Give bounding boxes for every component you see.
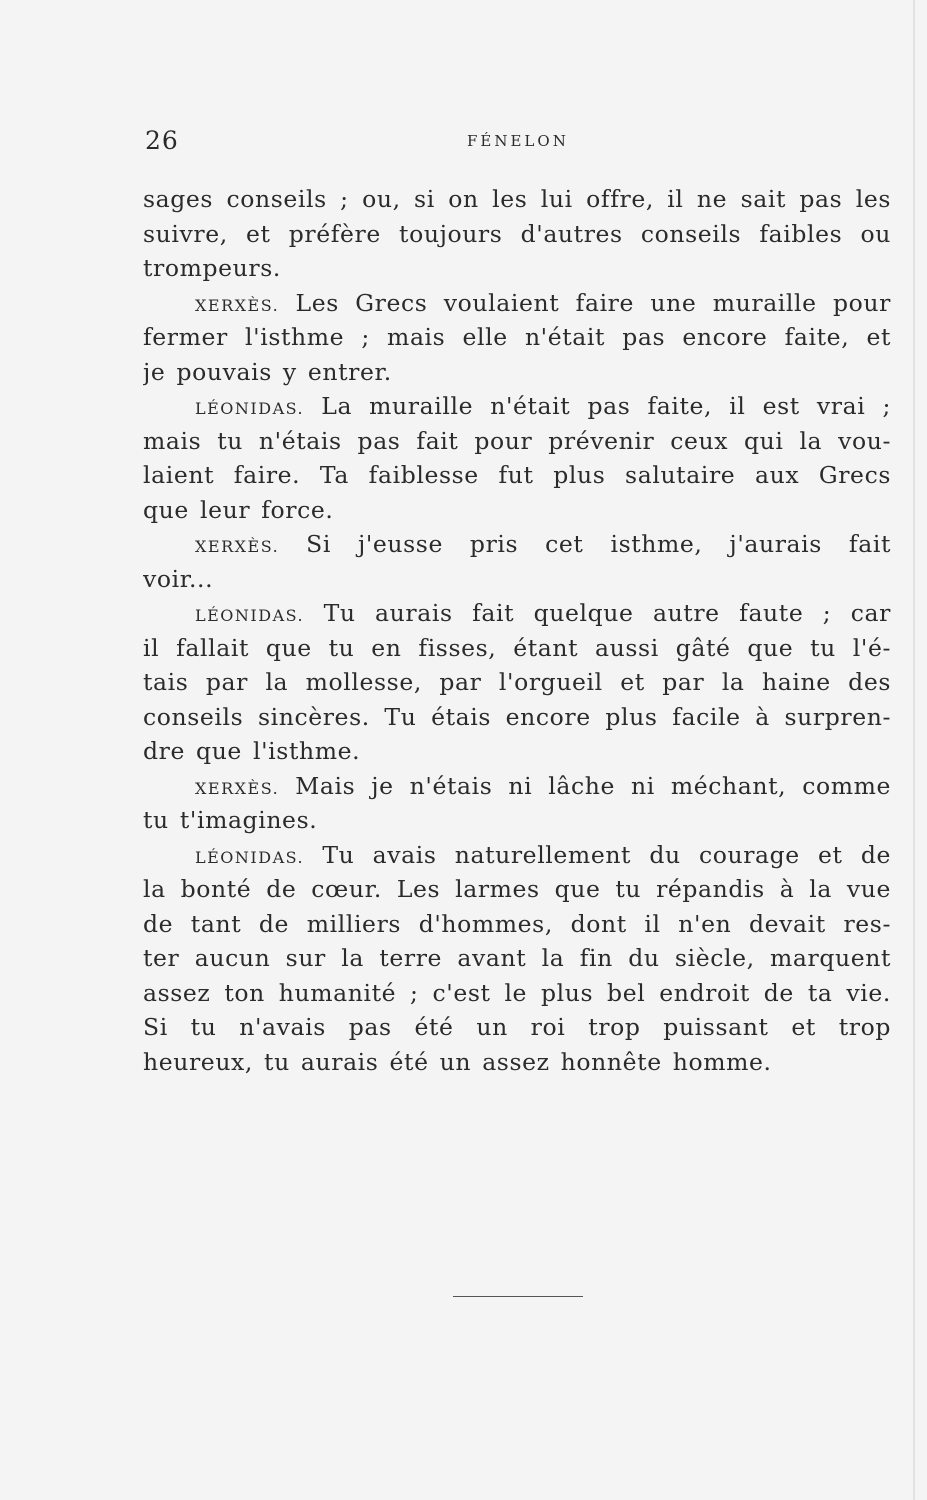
line-text: ter aucun sur la terre avant la fin du siècle, marquent — [143, 944, 891, 972]
speaker-name: LÉONIDAS. — [195, 606, 305, 625]
line-text: tais par la mollesse, par l'orgueil et par la haine des — [143, 668, 891, 696]
speaker-line — [143, 286, 891, 321]
line-text: la bonté de cœur. Les larmes que tu répandis à la vue — [143, 875, 891, 903]
speaker-line — [143, 389, 891, 424]
speaker-line — [143, 838, 891, 873]
page-number: 26 — [145, 126, 179, 155]
text-line — [143, 493, 891, 528]
speaker-line — [143, 769, 891, 804]
line-text: Mais je n'étais ni lâche ni méchant, comme — [295, 771, 891, 800]
speaker-name: XERXÈS. — [195, 778, 280, 798]
line-text: Les Grecs voulaient faire une muraille pour — [295, 288, 891, 317]
page-header — [145, 126, 890, 156]
text-line — [143, 803, 891, 838]
text-line — [143, 976, 891, 1011]
line-text: assez ton humanité ; c'est le plus bel endroit de ta vie. — [143, 978, 891, 1007]
text-line — [143, 217, 891, 252]
running-head: FÉNELON — [467, 132, 569, 150]
text-line — [143, 562, 891, 597]
text-line — [143, 1010, 891, 1045]
text-line — [143, 320, 891, 355]
line-text: Tu avais naturellement du courage et de — [322, 840, 891, 869]
text-line — [143, 182, 891, 217]
line-text: fermer l'isthme ; mais elle n'était pas encore faite, et — [143, 323, 891, 351]
line-text: je pouvais y entrer. — [143, 357, 392, 386]
text-line — [143, 631, 891, 666]
line-text: trompeurs. — [143, 254, 281, 282]
line-text: sages conseils ; ou, si on les lui offre, il ne sait pas les — [143, 185, 891, 213]
line-text: Si tu n'avais pas été un roi trop puissant et trop — [143, 1013, 891, 1041]
line-text: laient faire. Ta faiblesse fut plus salutaire aux Grecs — [143, 461, 891, 489]
text-line — [143, 251, 891, 286]
line-text: de tant de milliers d'hommes, dont il n'en devait res- — [143, 909, 891, 938]
text-line — [143, 734, 891, 769]
page-edge-shadow — [913, 0, 915, 1500]
speaker-line — [143, 596, 891, 631]
line-text: il fallait que tu en fisses, étant aussi gâté que tu l'é- — [143, 633, 891, 662]
text-line — [143, 355, 891, 390]
speaker-name: LÉONIDAS. — [195, 399, 305, 418]
text-line — [143, 700, 891, 735]
line-text: tu t'imagines. — [143, 806, 318, 834]
line-text: conseils sincères. Tu étais encore plus facile à surpren- — [143, 702, 891, 731]
line-text: mais tu n'étais pas fait pour prévenir ceux qui la vou- — [143, 426, 891, 455]
speaker-name: XERXÈS. — [195, 537, 280, 556]
line-text: suivre, et préfère toujours d'autres conseils faibles ou — [143, 219, 891, 248]
text-line — [143, 665, 891, 700]
end-rule — [453, 1296, 583, 1297]
line-text: dre que l'isthme. — [143, 737, 361, 765]
line-text: Tu aurais fait quelque autre faute ; car — [323, 599, 891, 627]
text-line — [143, 941, 891, 976]
text-line — [143, 458, 891, 493]
line-text: heureux, tu aurais été un assez honnête homme. — [143, 1047, 772, 1076]
line-text: voir... — [143, 564, 214, 593]
dialogue-text — [143, 182, 891, 1079]
text-line — [143, 907, 891, 942]
text-line — [143, 424, 891, 459]
line-text: La muraille n'était pas faite, il est vrai ; — [321, 392, 891, 420]
speaker-line — [143, 527, 891, 562]
speaker-name: XERXÈS. — [195, 295, 280, 315]
speaker-name: LÉONIDAS. — [195, 847, 305, 867]
line-text: Si j'eusse pris cet isthme, j'aurais fait — [306, 530, 891, 558]
line-text: que leur force. — [143, 495, 334, 524]
text-line — [143, 872, 891, 907]
text-line — [143, 1045, 891, 1080]
